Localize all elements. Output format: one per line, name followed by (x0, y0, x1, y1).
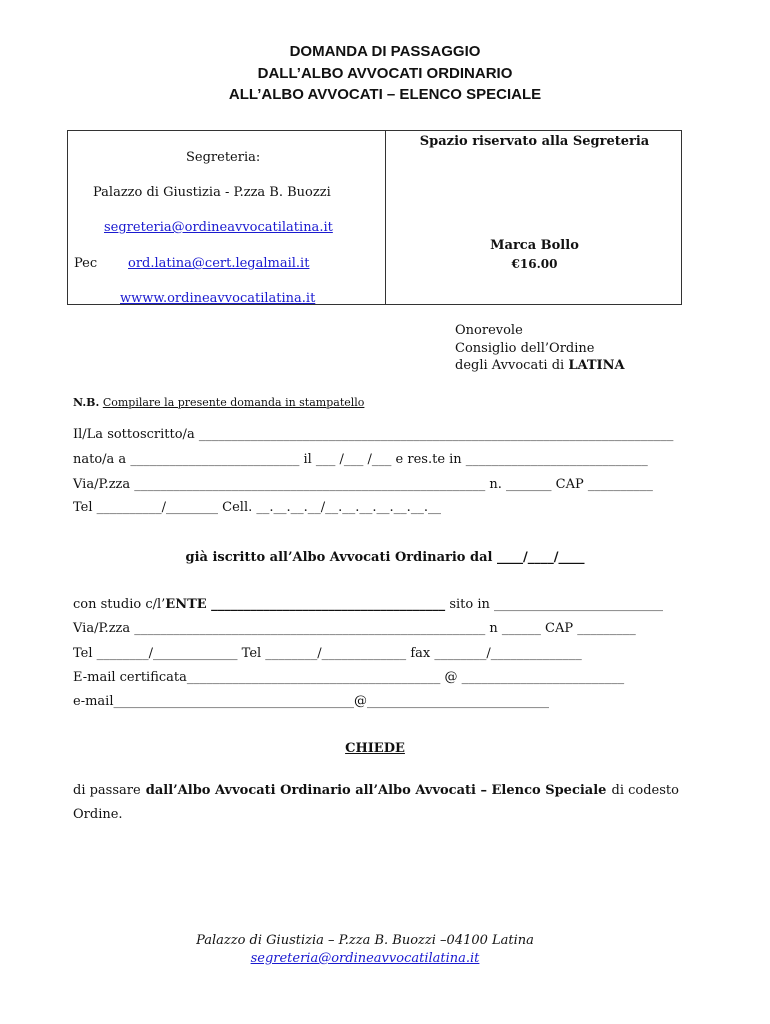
pec-email-link[interactable]: ord.latina@cert.legalmail.it (128, 256, 310, 271)
field-iscritto-dal[interactable]: già iscritto all’Albo Avvocati Ordinario dal ____/____/____ (185, 550, 585, 565)
studio-sito[interactable]: sito in __________________________ (445, 597, 663, 612)
title-line-1: DOMANDA DI PASSAGGIO (289, 43, 481, 60)
recipient-city: LATINA (568, 358, 625, 373)
nb-text: Compilare la presente domanda in stampatello (102, 396, 365, 409)
title-line-2: DALL’ALBO AVVOCATI ORDINARIO (257, 65, 513, 82)
box-divider (385, 131, 386, 304)
request-prefix: di passare (73, 783, 141, 798)
website-link[interactable]: wwww.ordineavvocatilatina.it (120, 291, 316, 306)
request-line-1 (73, 783, 679, 798)
pec-label: Pec (74, 256, 98, 271)
segreteria-address: Palazzo di Giustizia - P.zza B. Buozzi (93, 185, 331, 200)
recipient-line-2: Consiglio dell’Ordine (455, 341, 595, 356)
recipient-prefix: degli Avvocati di (455, 358, 569, 373)
field-studio[interactable] (73, 597, 663, 612)
request-line-2: Ordine. (73, 807, 123, 822)
field-indirizzo[interactable]: Via/P.zza ______________________________________________________ n. _______ CAP __________ (73, 477, 653, 492)
nb-note (73, 396, 364, 409)
nb-label: N.B. (73, 396, 100, 409)
recipient-line-3 (455, 358, 625, 373)
marca-bollo-value: €16.00 (511, 257, 558, 271)
recipient-line-1: Onorevole (455, 323, 523, 338)
footer-email-link[interactable]: segreteria@ordineavvocatilatina.it (250, 951, 480, 966)
header-box (67, 130, 682, 305)
segreteria-label: Segreteria: (186, 150, 261, 165)
field-nascita-residenza[interactable]: nato/a a __________________________ il ___ /___ /___ e res.te in ____________________________ (73, 452, 648, 467)
chiede-heading: CHIEDE (345, 741, 405, 756)
field-studio-indirizzo[interactable]: Via/P.zza ______________________________________________________ n ______ CAP _________ (73, 621, 636, 636)
footer-address: Palazzo di Giustizia – P.zza B. Buozzi –04100 Latina (196, 933, 534, 948)
segreteria-email-link[interactable]: segreteria@ordineavvocatilatina.it (104, 220, 333, 235)
field-email-certificata[interactable]: E-mail certificata_______________________________________ @ _________________________ (73, 670, 625, 685)
studio-ente[interactable]: ENTE ____________________________________ (165, 597, 446, 612)
field-telefono[interactable]: Tel __________/________ Cell. __.__.__.__/__.__.__.__.__.__.__ (73, 500, 441, 515)
request-suffix: di codesto (611, 783, 679, 798)
field-email[interactable]: e-mail_____________________________________@____________________________ (73, 694, 549, 709)
request-bold: dall’Albo Avvocati Ordinario all’Albo Avvocati – Elenco Speciale (145, 783, 607, 798)
field-studio-telefono[interactable]: Tel ________/_____________ Tel ________/_____________ fax ________/______________ (73, 646, 582, 661)
field-sottoscritto[interactable]: Il/La sottoscritto/a _________________________________________________________________________ (73, 427, 674, 442)
reserved-space-label: Spazio riservato alla Segreteria (419, 134, 650, 149)
title-line-3: ALL’ALBO AVVOCATI – ELENCO SPECIALE (228, 86, 542, 103)
studio-prefix: con studio c/l’ (73, 597, 166, 612)
marca-bollo-label: Marca Bollo (490, 238, 579, 253)
